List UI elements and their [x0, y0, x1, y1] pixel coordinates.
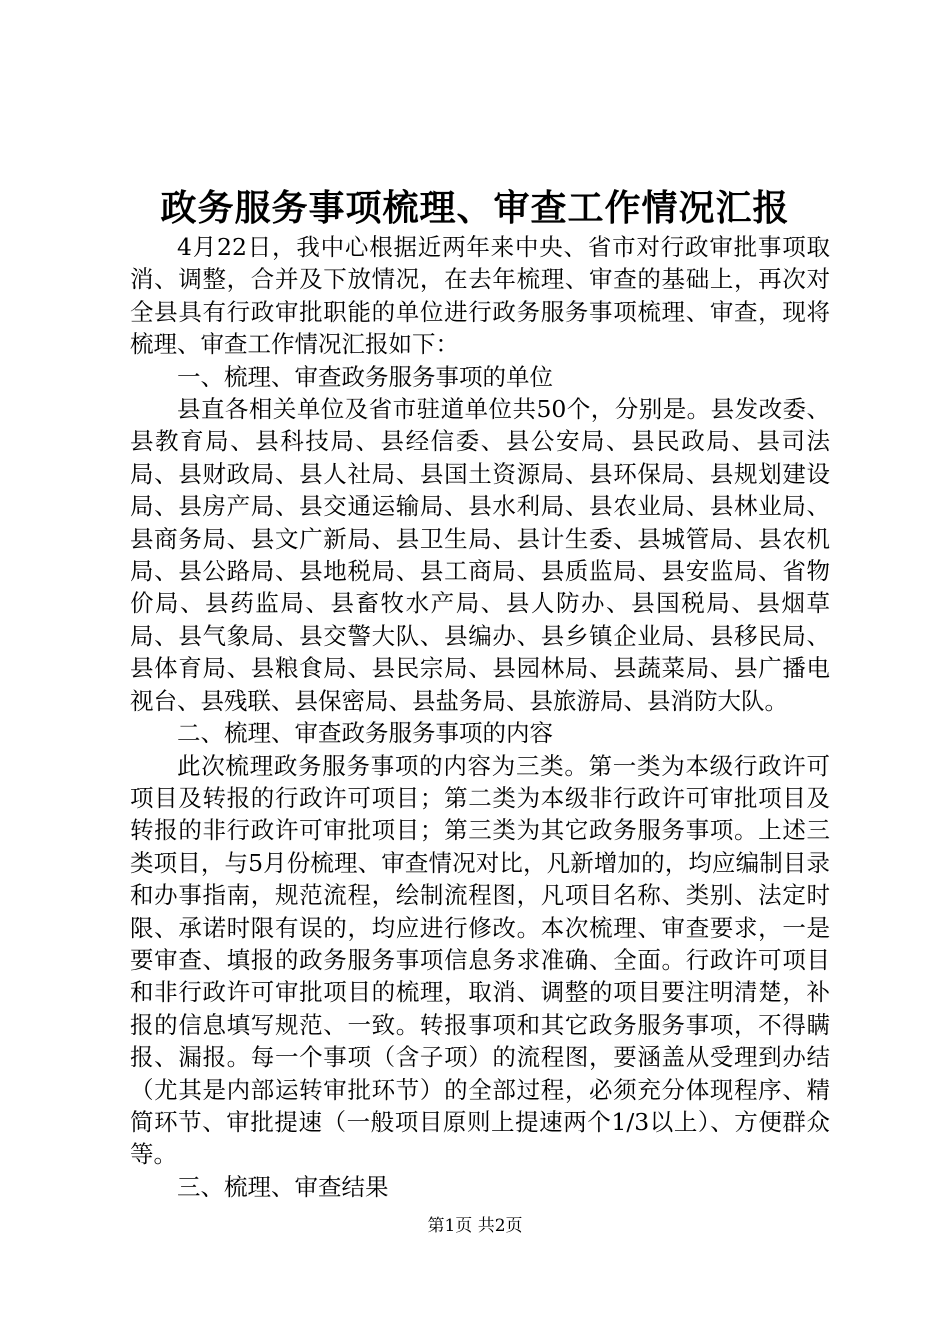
section-heading-results: 三、梳理、审查结果	[177, 1172, 389, 1201]
document-body	[130, 231, 830, 1203]
units-paragraph: 县直各相关单位及省市驻道单位共50个，分别是。县发改委、县教育局、县科技局、县经信委、县公安局、县民政局、县司法局、县财政局、县人社局、县国土资源局、县环保局、县规划建设局、县房产局、县交通运输局、县水利局、县农业局、县林业局、县商务局、县文广新局、县卫生局、县计生委、县城管局、县农机局、县公路局、县地税局、县工商局、县质监局、县安监局、省物价局、县药监局、县畜牧水产局、县人防办、县国税局、县烟草局、县气象局、县交警大队、县编办、县乡镇企业局、县移民局、县体育局、县粮食局、县民宗局、县园林局、县蔬菜局、县广播电视台、县残联、县保密局、县盐务局、县旅游局、县消防大队。	[130, 395, 830, 715]
section-heading-content: 二、梳理、审查政务服务事项的内容	[177, 719, 553, 748]
content-paragraph: 此次梳理政务服务事项的内容为三类。第一类为本级行政许可项目及转报的行政许可项目；第二类为本级非行政许可审批项目及转报的非行政许可审批项目；第三类为其它政务服务事项。上述三类项目，与5月份梳理、审查情况对比，凡新增加的，均应编制目录和办事指南，规范流程，绘制流程图，凡项目名称、类别、法定时限、承诺时限有误的，均应进行修改。本次梳理、审查要求，一是要审查、填报的政务服务事项信息务求准确、全面。行政许可项目和非行政许可审批项目的梳理，取消、调整的项目要注明清楚，补报的信息填写规范、一致。转报事项和其它政务服务事项，不得瞒报、漏报。每一个事项（含子项）的流程图，要涵盖从受理到办结（尤其是内部运转审批环节）的全部过程，必须充分体现程序、精简环节、审批提速（一般项目原则上提速两个1/3以上）、方便群众等。	[130, 751, 830, 1169]
intro-paragraph: 4月22日，我中心根据近两年来中央、省市对行政审批事项取消、调整，合并及下放情况，在去年梳理、审查的基础上，再次对全县具有行政审批职能的单位进行政务服务事项梳理、审查，现将梳理、审查工作情况汇报如下：	[130, 233, 830, 359]
section-heading-units: 一、梳理、审查政务服务事项的单位	[177, 362, 553, 391]
page-number-footer: 第1页 共2页	[427, 1216, 523, 1236]
document-title: 政务服务事项梳理、审查工作情况汇报	[160, 187, 790, 229]
